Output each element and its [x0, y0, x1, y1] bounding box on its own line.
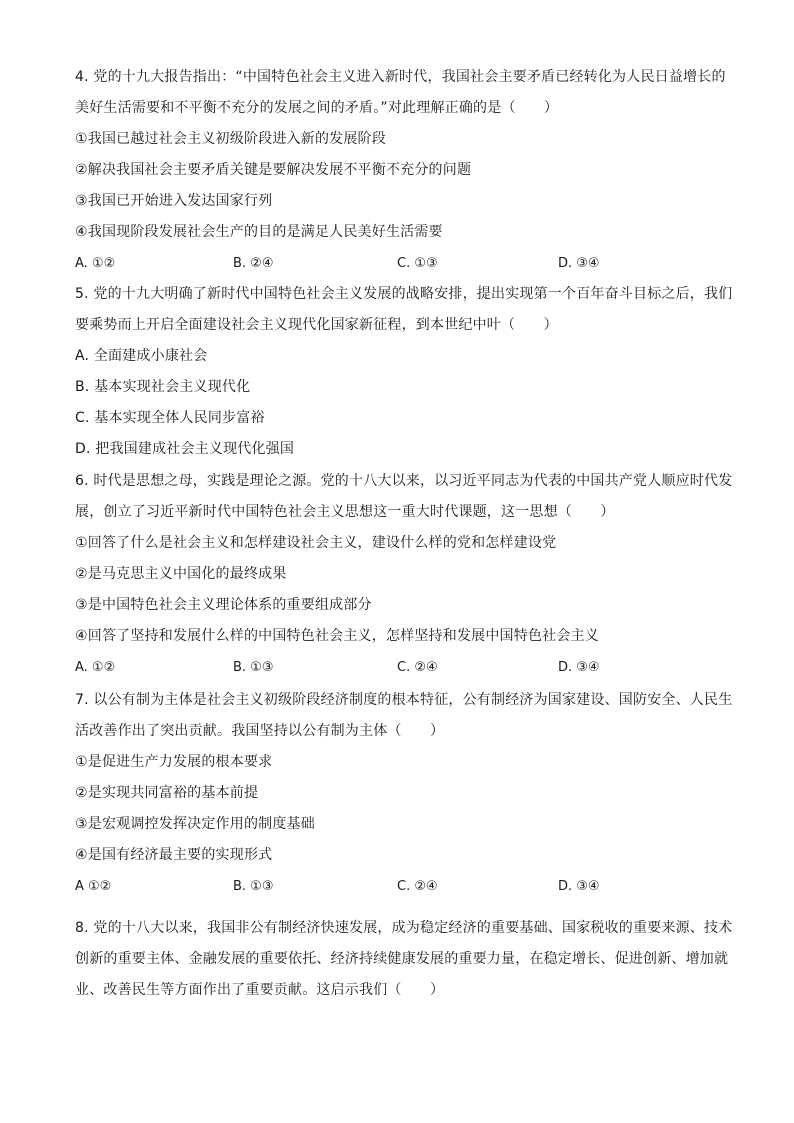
- statement-line: ①我国已越过社会主义初级阶段进入新的发展阶段: [75, 131, 386, 147]
- question-8: [75, 913, 733, 1006]
- question-stem-line: 活改善作出了突出贡献。我国坚持以公有制为主体（ ）: [75, 723, 445, 739]
- statement-line: ②是马克思主义中国化的最终成果: [75, 566, 287, 582]
- statement-line: ②解决我国社会主要矛盾关键是要解决发展不平衡不充分的问题: [75, 162, 472, 178]
- question-stem-line: 美好生活需要和不平衡不充分的发展之间的矛盾。”对此理解正确的是（ ）: [75, 100, 559, 116]
- question-stem-line: 5. 党的十九大明确了新时代中国特色社会主义发展的战略安排，提出实现第一个百年奋斗目标之后，我们: [75, 286, 733, 302]
- statement-line: ①是促进生产力发展的根本要求: [75, 754, 273, 770]
- option-a: A. 全面建成小康社会: [75, 348, 208, 364]
- question-stem-line: 展，创立了习近平新时代中国特色社会主义思想这一重大时代课题，这一思想（ ）: [75, 504, 615, 520]
- answer-options: [75, 652, 725, 683]
- question-stem-line: 要乘势而上开启全面建设社会主义现代化国家新征程，到本世纪中叶（ ）: [75, 317, 558, 333]
- option-d: D. ③④: [558, 879, 600, 894]
- option-d: D. ③④: [558, 660, 600, 675]
- option-a: A. ①②: [75, 660, 116, 675]
- answer-options: [75, 871, 725, 902]
- question-6: [75, 466, 733, 683]
- option-d: D. 把我国建成社会主义现代化强国: [75, 441, 295, 457]
- question-stem-line: 4. 党的十九大报告指出：“中国特色社会主义进入新时代，我国社会主要矛盾已经转化为人民日益增长的: [75, 69, 726, 85]
- statement-line: ②是实现共同富裕的基本前提: [75, 785, 259, 801]
- answer-options: [75, 248, 725, 279]
- option-c: C. ②④: [397, 660, 438, 675]
- option-b: B. ②④: [233, 256, 274, 271]
- statement-line: ④我国现阶段发展社会生产的目的是满足人民美好生活需要: [75, 224, 443, 240]
- question-stem-line: 7. 以公有制为主体是社会主义初级阶段经济制度的根本特征，公有制经济为国家建设、国防安全、人民生: [75, 692, 733, 708]
- question-5: [75, 279, 733, 465]
- option-b: B. ①③: [233, 660, 274, 675]
- statement-line: ③是宏观调控发挥决定作用的制度基础: [75, 816, 315, 832]
- question-stem-line: 8. 党的十八大以来，我国非公有制经济快速发展，成为稳定经济的重要基础、国家税收的重要来源、技术: [75, 920, 733, 936]
- question-stem-line: 业、改善民生等方面作出了重要贡献。这启示我们（ ）: [75, 982, 445, 998]
- option-c: C. ②④: [397, 879, 438, 894]
- option-b: B. 基本实现社会主义现代化: [75, 379, 251, 395]
- statement-line: ③我国已开始进入发达国家行列: [75, 193, 273, 209]
- statement-line: ④回答了坚持和发展什么样的中国特色社会主义，怎样坚持和发展中国特色社会主义: [75, 628, 599, 644]
- statement-line: ④是国有经济最主要的实现形式: [75, 847, 273, 863]
- question-4: [75, 62, 725, 279]
- option-c: C. 基本实现全体人民同步富裕: [75, 410, 265, 426]
- option-d: D. ③④: [558, 256, 600, 271]
- question-7: [75, 685, 733, 902]
- statement-line: ③是中国特色社会主义理论体系的重要组成部分: [75, 597, 372, 613]
- option-c: C. ①③: [397, 256, 438, 271]
- question-stem-line: 6. 时代是思想之母，实践是理论之源。党的十八大以来，以习近平同志为代表的中国共产党人顺应时代发: [75, 473, 733, 489]
- statement-line: ①回答了什么是社会主义和怎样建设社会主义，建设什么样的党和怎样建设党: [75, 535, 557, 551]
- option-a: A ①②: [75, 879, 112, 894]
- option-b: B. ①③: [233, 879, 274, 894]
- question-stem-line: 创新的重要主体、金融发展的重要依托、经济持续健康发展的重要力量，在稳定增长、促进创新、增加就: [75, 951, 729, 967]
- option-a: A. ①②: [75, 256, 116, 271]
